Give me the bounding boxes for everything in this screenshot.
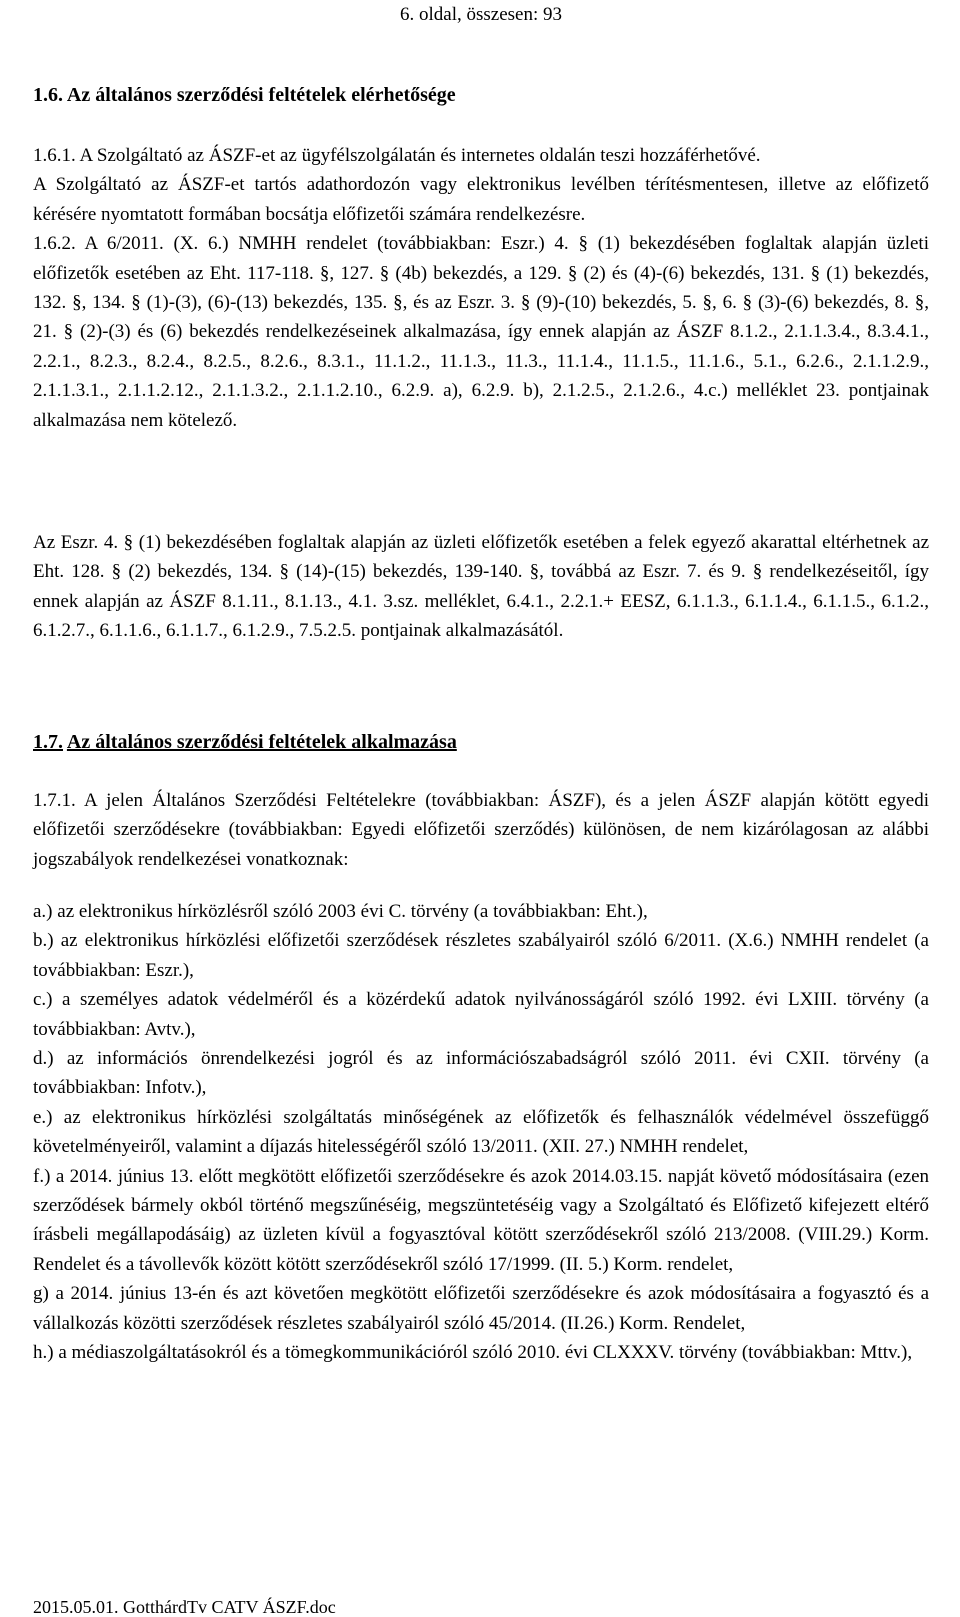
page-header: 6. oldal, összesen: 93	[399, 4, 562, 25]
section-heading-1-7	[33, 728, 457, 756]
paragraph-1-6-1-cont: A Szolgáltató az ÁSZF-et tartós adathordozón vagy elektronikus levélben térítésmentesen, illetve az előfizető kérésére nyomtatott formában bocsátja előfizetői számára rendelkezésre.	[33, 174, 929, 225]
paragraph-1-6-1: 1.6.1. A Szolgáltató az ÁSZF-et az ügyfélszolgálatán és internetes oldalán teszi hozzáférhetővé.	[33, 145, 761, 166]
section-1-6-body	[33, 141, 929, 435]
list-item: e.) az elektronikus hírközlési szolgáltatás minőségének az előfizetők és felhasználók védelmével összefüggő követelményeiről, valamint a díjazás hitelességéről szóló 13/2011. (XII. 27.) NMHH rendelet,	[33, 1106, 929, 1158]
section-title: Az általános szerződési feltételek alkalmazása	[66, 731, 457, 753]
list-item: d.) az információs önrendelkezési jogról és az információszabadságról szóló 2011. évi CXII. törvény (a továbbiakban: Infotv.),	[33, 1048, 929, 1099]
list-item: g) a 2014. június 13-én és azt követően megkötött előfizetői szerződésekre és azok módosításaira a fogyasztó és a vállalkozás közötti szerződések részletes szabályairól szóló 45/2014. (II.26.) Korm. Rendelet,	[33, 1283, 929, 1334]
legislation-list	[33, 897, 929, 1368]
document-page	[33, 0, 929, 1617]
list-item: a.) az elektronikus hírközlésről szóló 2003 évi C. törvény (a továbbiakban: Eht.),	[33, 901, 648, 922]
section-1-6-body-2	[33, 528, 929, 646]
paragraph-1-6-2: 1.6.2. A 6/2011. (X. 6.) NMHH rendelet (továbbiakban: Eszr.) 4. § (1) bekezdésében foglaltak alapján üzleti előfizetők esetében az Eht. 117-118. §, 127. § (4b) bekezdés, a 129. § (2) és (4)-(6) bekezdés, 131. § (1) bekezdés, 132. §, 134. § (1)-(3), (6)-(13) bekezdés, 135. §, és az Eszr. 3. § (9)-(10) bekezdés, 5. §, 6. § (3)-(6) bekezdés, 8. §, 21. § (2)-(3) és (6) bekezdés rendelkezéseinek alkalmazása, így ennek alapján az ÁSZF 8.1.2., 2.1.1.3.4., 8.3.4.1., 2.2.1., 8.2.3., 8.2.4., 8.2.5., 8.2.6., 8.3.1., 11.1.2., 11.1.3., 11.3., 11.1.4., 11.1.5., 11.1.6., 5.1., 6.2.6., 2.1.1.2.9., 2.1.1.3.1., 2.1.1.2.12., 2.1.1.3.2., 2.1.1.2.10., 6.2.9. a), 6.2.9. b), 2.1.2.5., 2.1.2.6., 4.c.) melléklet 23. pontjainak alkalmazása nem kötelező.	[33, 233, 929, 431]
list-item: h.) a médiaszolgáltatásokról és a tömegkommunikációról szóló 2010. évi CLXXXV. törvény (továbbiakban: Mttv.),	[33, 1342, 913, 1364]
list-item: f.) a 2014. június 13. előtt megkötött előfizetői szerződésekre és azok 2014.03.15. napját követő módosításaira (ezen szerződések bármely okból történő megszűnéséig, megszüntetéséig vagy a Szolgáltató és Előfizető kifejezett eltérő írásbeli megállapodásáig) az üzleten kívül a fogyasztóval kötött szerződésekről szóló 213/2008. (VIII.29.) Korm. Rendelet és a távollevők között kötött szerződésekről szóló 17/1999. (II. 5.) Korm. rendelet,	[33, 1165, 929, 1275]
list-item: c.) a személyes adatok védelméről és a közérdekű adatok nyilvánosságáról szóló 1992. évi LXIII. törvény (a továbbiakban: Avtv.),	[33, 989, 929, 1040]
page-footer: 2015.05.01. GotthárdTv CATV ÁSZF.doc	[33, 1597, 336, 1617]
list-item: b.) az elektronikus hírközlési előfizetői szerződések részletes szabályairól szóló 6/2011. (X.6.) NMHH rendelet (a továbbiakban: Eszr.),	[33, 930, 929, 981]
section-heading-1-6: 1.6. Az általános szerződési feltételek elérhetősége	[33, 84, 456, 106]
paragraph-1-7-1: 1.7.1. A jelen Általános Szerződési Feltételekre (továbbiakban: ÁSZF), és a jelen ÁSZF alapján kötött egyedi előfizetői szerződésekre (továbbiakban: Egyedi előfizetői szerződés) különösen, de nem kizárólagosan az alábbi jogszabályok rendelkezései vonatkoznak:	[33, 790, 929, 870]
section-number: 1.7.	[33, 731, 63, 753]
section-1-7-intro	[33, 786, 929, 874]
paragraph-eszr-4: Az Eszr. 4. § (1) bekezdésében foglaltak alapján az üzleti előfizetők esetében a felek egyező akarattal eltérhetnek az Eht. 128. § (2) bekezdés, 134. § (14)-(15) bekezdés, 139-140. §, továbbá az Eszr. 7. és 9. § rendelkezéseitől, így ennek alapján az ÁSZF 8.1.11., 8.1.13., 4.1. 3.sz. melléklet, 6.4.1., 2.2.1.+ EESZ, 6.1.1.3., 6.1.1.4., 6.1.1.5., 6.1.2., 6.1.2.7., 6.1.1.6., 6.1.1.7., 6.1.2.9., 7.5.2.5. pontjainak alkalmazásától.	[33, 532, 929, 642]
